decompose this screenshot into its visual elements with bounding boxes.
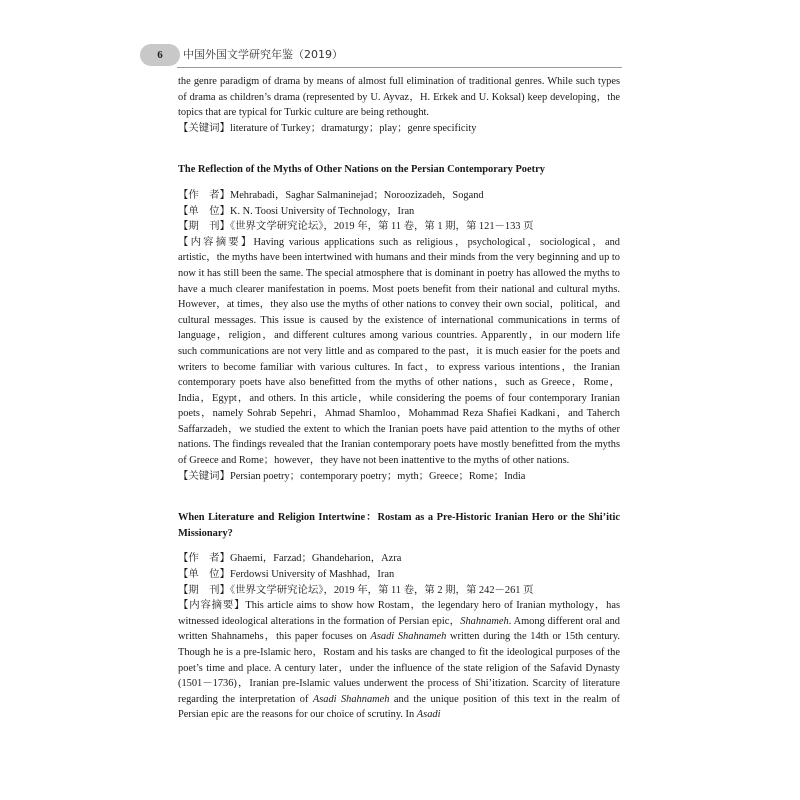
author-label: 【作 者】 [178, 189, 230, 201]
page-content [178, 74, 620, 723]
entry-keywords [178, 469, 620, 485]
keywords-text: literature of Turkey；dramaturgy；play；genre specificity [229, 122, 477, 134]
abstract-text: Having various applications such as religious，psychological，sociological，and artistic，the myths have been intertwined with humans and their minds from the very beginning and up to now it has still been the same. The special atmosphere that is dominant in poetry has allowed the myths to have a much clearer manifestation in poems. Most poets benefit from their national and cultural myths. However，at times，they also use the myths of other nations to convey their own social，political，and cultural messages. This issue is caused by the existence of international communications in terms of language，religion，and different cultures among various countries. Apparently，in our modern life such communications are not very little and as compared to the past，it is much easier for the poets and writers to become familiar with various cultures. In fact，to express various intentions，the Iranian contemporary poets have also benefitted from the myths of other nations，such as Greece，Rome，India，Egypt，and others. In this article，while considering the poems of four contemporary Iranian poets，namely Sohrab Sepehri，Ahmad Shamloo，Mohammad Reza Shafiei Kadkani，and Taherch Saffarzadeh，we studied the extent to which the Iranian poets have paid attention to the myths of other nations. The findings revealed that the Iranian contemporary poets have mostly benefitted from the myths of Greece and Rome；however，they have not been inattentive to the myths of other nations. [178, 236, 621, 467]
entry-journal [178, 583, 620, 599]
journal-label: 【期 刊】 [178, 584, 230, 596]
running-title: 中国外国文学研究年鉴（2019） [183, 48, 343, 61]
abstract-label: 【内容摘要】 [178, 600, 246, 612]
abstract-label: 【内容摘要】 [178, 236, 254, 248]
entry-unit [178, 567, 620, 583]
page-number-badge [140, 44, 180, 66]
prev-abstract-tail: the genre paradigm of drama by means of almost full elimination of traditional genres. While such types of drama as children’s drama (represented by U. Ayvaz，H. Erkek and U. Koksal) keep developing，the topics that are typical for Turkic culture are being rethought. [178, 76, 620, 119]
abstract-italic-title: Shahnameh [460, 615, 509, 627]
unit-label: 【单 位】 [178, 569, 230, 581]
header-divider [177, 67, 622, 68]
unit-text: K. N. Toosi University of Technology，Iran [229, 205, 415, 217]
entry-abstract [178, 598, 620, 723]
entry-authors [178, 551, 620, 567]
abstract-text: and the unique position of this text in the realm of Persian epic are the reasons for our choice of scrutiny. In [178, 693, 621, 721]
abstract-text: . Among different oral and written Shahnamehs，this paper focuses on [178, 615, 620, 643]
abstract-italic-title: Asadi Shahnameh [312, 693, 390, 705]
author-label: 【作 者】 [178, 553, 230, 565]
author-text: Ghaemi，Farzad；Ghandeharion，Azra [229, 553, 402, 565]
author-text: Mehrabadi，Saghar Salmaninejad；Noroozizadeh，Sogand [229, 189, 484, 201]
keywords-label: 【关键词】 [178, 122, 230, 134]
entry-title: The Reflection of the Myths of Other Nations on the Persian Contemporary Poetry [178, 164, 545, 176]
unit-label: 【单 位】 [178, 205, 230, 217]
journal-label: 【期 刊】 [178, 221, 230, 233]
entry-journal [178, 219, 620, 235]
keywords-text: Persian poetry；contemporary poetry；myth；Greece；Rome；India [229, 470, 526, 482]
abstract-italic-title: Asadi Shahnameh [370, 631, 447, 643]
entry-authors [178, 188, 620, 204]
prev-keywords [178, 121, 620, 137]
unit-text: Ferdowsi University of Mashhad，Iran [229, 569, 395, 581]
entry-abstract [178, 235, 620, 469]
journal-text: 《世界文学研究论坛》，2019 年，第 11 卷，第 2 期，第 242－261 页 [229, 584, 534, 596]
journal-text: 《世界文学研究论坛》，2019 年，第 11 卷，第 1 期，第 121－133 页 [229, 221, 534, 233]
entry-unit [178, 204, 620, 220]
abstract-italic-title: Asadi [416, 709, 441, 721]
keywords-label: 【关键词】 [178, 470, 230, 482]
abstract-text: written during the 14th or 15th century. Though he is a pre-Islamic hero，Rostam and his tasks are changed to fit the ideological purposes of the poet’s time and place. A century later，under the influence of the state religion of the Safavid Dynasty (1501－1736)，Iranian pre-Islamic values underwent the process of Shi’itization. Scarcity of literature regarding the interpretation of [178, 631, 620, 705]
entry-title: When Literature and Religion Intertwine：Rostam as a Pre-Historic Iranian Hero or the Shi’itic Missionary? [178, 512, 620, 539]
page-number: 6 [157, 49, 163, 61]
abstract-text: This article aims to show how Rostam，the legendary hero of Iranian mythology，has witnessed ideological alterations in the formation of Persian epic， [178, 600, 620, 627]
